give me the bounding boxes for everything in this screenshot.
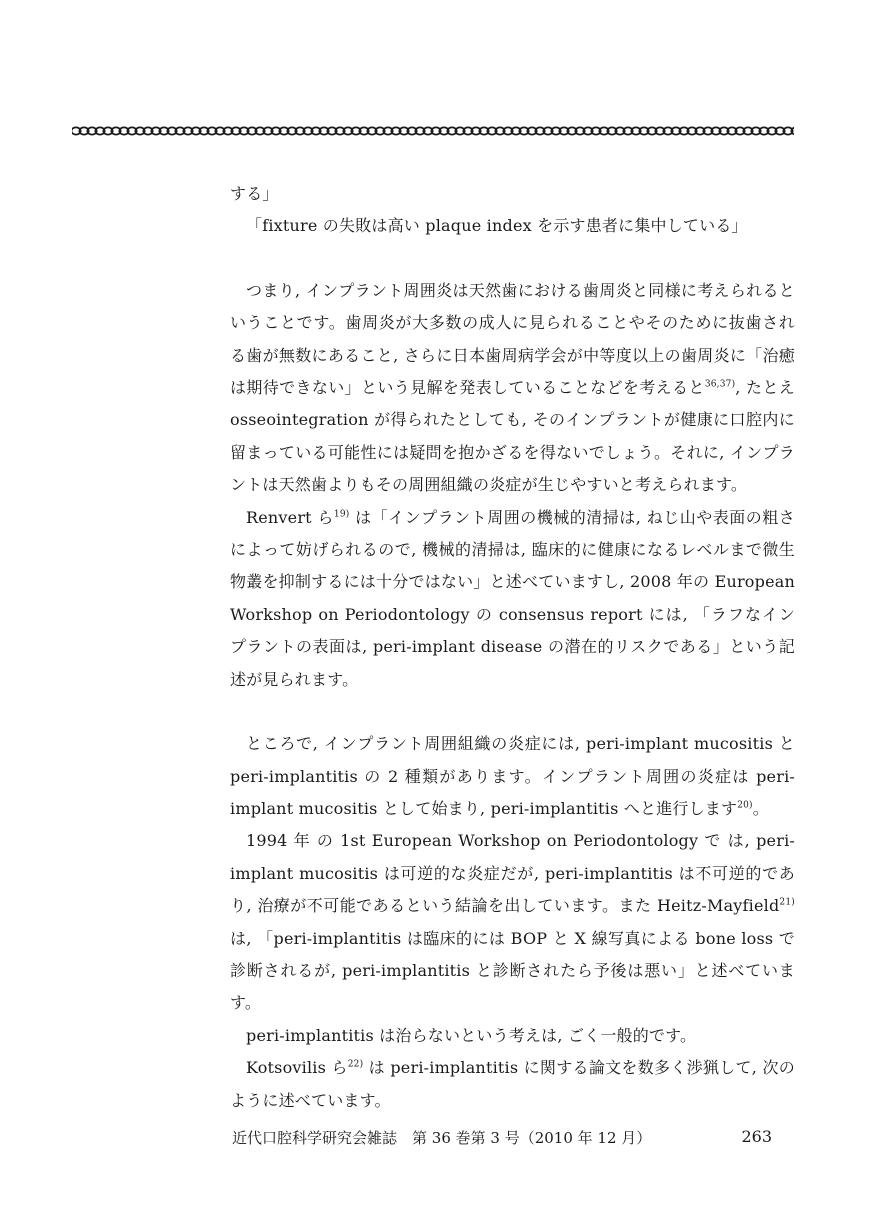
citation-superscript: 21) xyxy=(779,897,795,908)
paragraph-p2 xyxy=(230,275,795,502)
paragraph-text: 。 xyxy=(752,798,769,818)
paragraph-text: peri-implantitis は治らないという考えは, ごく一般的です。 xyxy=(246,1025,697,1045)
paragraph-text: は, 「peri-implantitis は臨床的には BOP と X 線写真による bone loss で診断されるが, peri-implantitis と診断されたら予後は悪い」と述べています。 xyxy=(230,928,795,1013)
decorative-border xyxy=(72,124,794,138)
page-footer xyxy=(232,1127,772,1148)
paragraph-text: 「fixture の失敗は高い plaque index を示す患者に集中している」 xyxy=(246,216,748,236)
citation-superscript: 20) xyxy=(737,800,753,811)
paragraph-p6 xyxy=(230,1020,795,1052)
body-text xyxy=(230,178,795,1117)
paragraph-text: Renvert ら xyxy=(246,507,334,527)
paragraph-p4 xyxy=(230,728,795,825)
paragraph-gap xyxy=(230,243,795,275)
paragraph-gap xyxy=(230,696,795,728)
paragraph-p3 xyxy=(230,502,795,696)
paragraph-p1 xyxy=(230,210,795,242)
paragraph-text: は peri-implantitis に関する論文を数多く渉猟して, 次のように述べています。 xyxy=(230,1058,795,1110)
paragraph-text: は「インプラント周囲の機械的清掃は, ねじ山や表面の粗さによって妨げられるので, 機械的清掃は, 臨床的に健康になるレベルまで微生物叢を抑制するには十分ではない」と述べていますし, 2008 年の European Workshop on Periodontology の consensus report には, 「ラフなインプラントの表面は, peri-implant disease の潜在的リスクである」という記述が見られます。 xyxy=(230,507,795,689)
paragraph-p5 xyxy=(230,825,795,1019)
paragraph-text: 1994 年 の 1st European Workshop on Periodontology で は, peri-implant mucositis は可逆的な炎症だが, peri-implantitis は不可逆的であり, 治療が不可能であるという結論を出しています。また Heitz-Mayfield xyxy=(230,831,795,916)
paragraph-text: , たとえ osseointegration が得られたとしても, そのインプラントが健康に口腔内に留まっている可能性には疑問を抱かざるを得ないでしょう。それに, インプラントは天然歯よりもその周囲組織の炎症が生じやすいと考えられます。 xyxy=(230,378,795,495)
citation-superscript: 19) xyxy=(333,509,350,520)
citation-superscript: 22) xyxy=(347,1059,364,1070)
border-chain-pattern xyxy=(72,124,794,138)
paragraph-text: する」 xyxy=(230,184,279,203)
paragraph-p7 xyxy=(230,1052,795,1117)
paragraph-p0 xyxy=(230,178,795,210)
citation-superscript: 36,37) xyxy=(704,379,736,390)
paragraph-text: Kotsovilis ら xyxy=(246,1058,348,1078)
paragraph-text: ところで, インプラント周囲組織の炎症には, peri-implant mucositis と peri-implantitis の 2 種類があります。インプラント周囲の炎症は peri-implant mucositis として始まり, peri-implantitis へと進行します xyxy=(230,734,795,818)
journal-citation: 近代口腔科学研究会雑誌 第 36 巻第 3 号（2010 年 12 月） xyxy=(232,1129,652,1147)
page-number: 263 xyxy=(741,1127,772,1146)
paragraph-text: つまり, インプラント周囲炎は天然歯における歯周炎と同様に考えられるということです。歯周炎が大多数の成人に見られることやそのために抜歯される歯が無数にあること, さらに日本歯周病学会が中等度以上の歯周炎に「治癒は期待できない」という見解を発表していることなどを考えると xyxy=(230,280,795,398)
